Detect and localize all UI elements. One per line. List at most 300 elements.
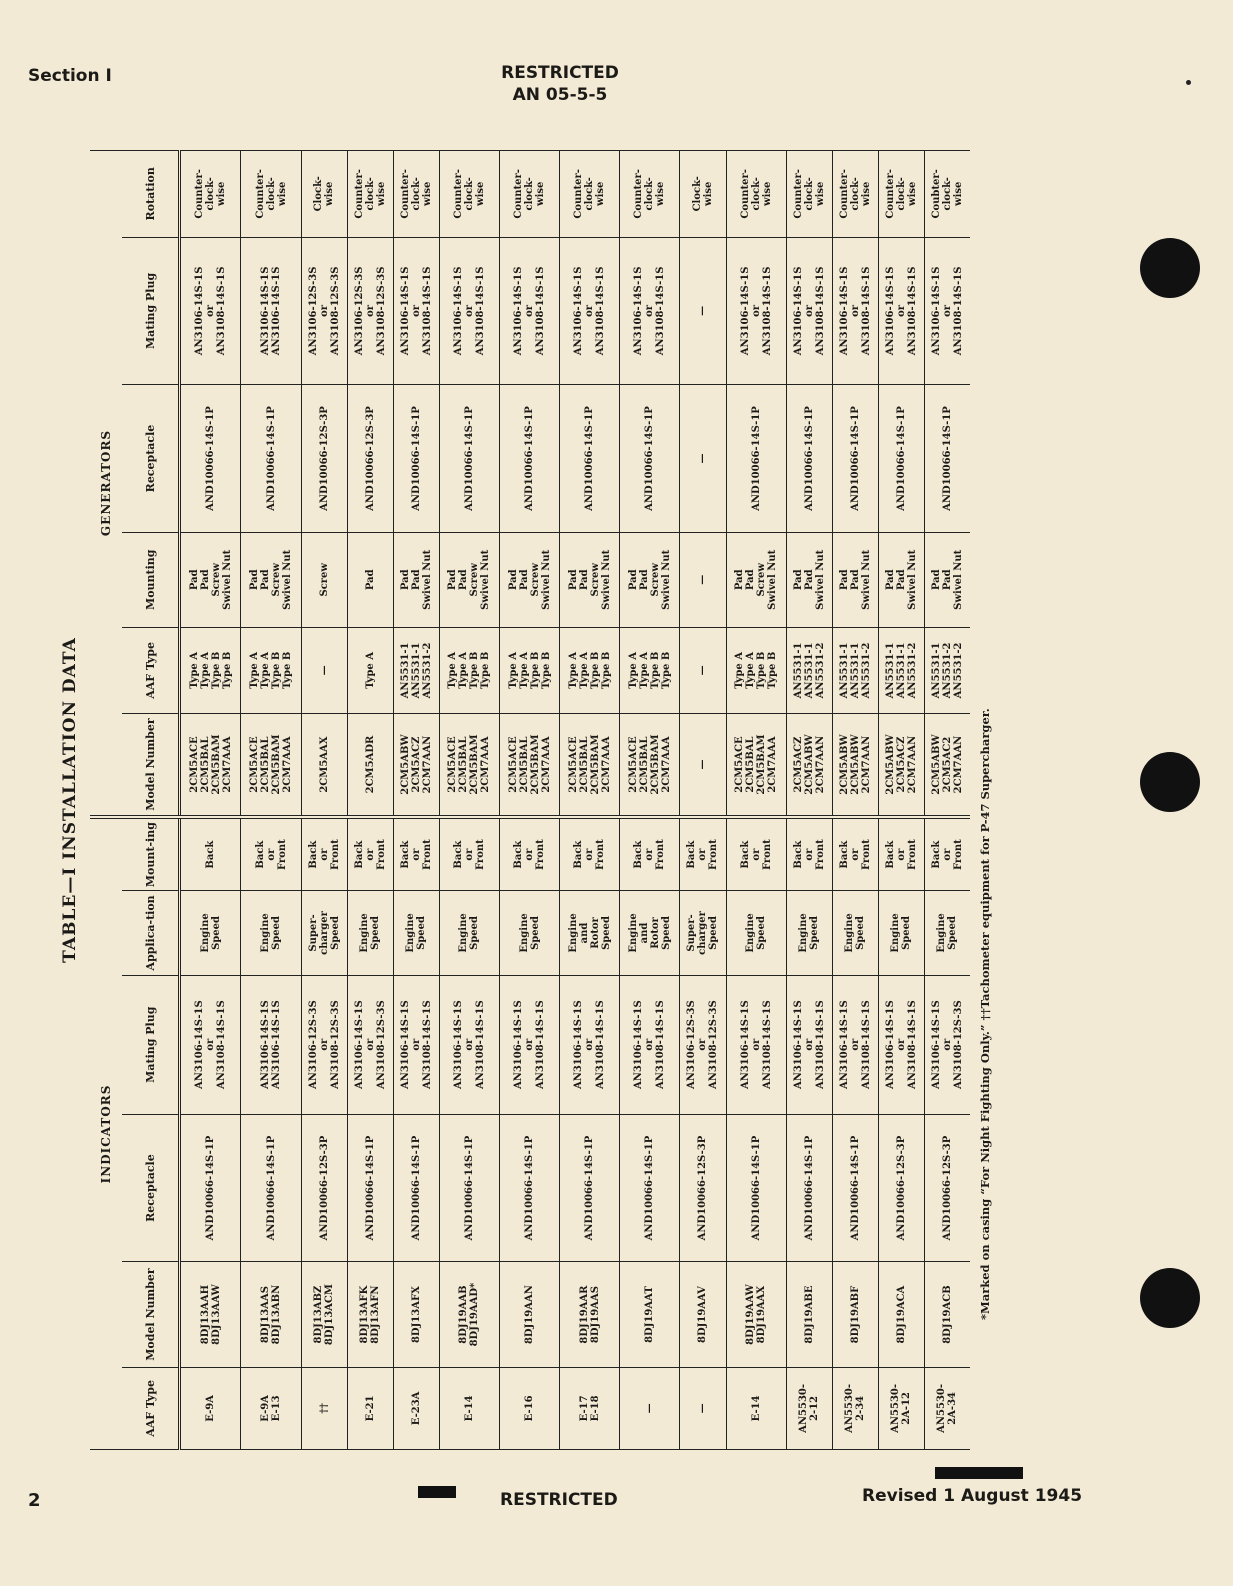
cell-line: AN3106-14S-1S [884, 266, 896, 356]
cell-gen-rotation [180, 151, 241, 238]
cell-line: AN3106-14S-1S [633, 1000, 645, 1090]
cell-line: AN3106-14S-1S [194, 266, 206, 356]
cell-line: or [318, 304, 330, 317]
cell-line: clock- [750, 177, 762, 211]
cell-gen-mounting [832, 532, 878, 627]
cell-ind-receptacle [347, 1114, 393, 1262]
cell-gen-model [180, 714, 241, 817]
cell-line: AN5531-1 [849, 642, 861, 699]
cell-ind-application [620, 891, 680, 975]
cell-line: or [644, 1038, 656, 1051]
cell-line: or [895, 1038, 907, 1051]
page-mark [1186, 80, 1191, 85]
cell-ind-mating-plug [726, 975, 786, 1114]
cell-line: Pad [849, 569, 861, 591]
cell-line: 8DJ13ABN [271, 1284, 283, 1345]
cell-line: Type A [638, 652, 650, 689]
cell-gen-model [241, 714, 301, 817]
cell-ind-model [726, 1262, 786, 1367]
cell-gen-rotation [726, 151, 786, 238]
cell-line: AN3106-14S-1S [792, 266, 804, 356]
installation-data-table [90, 150, 970, 1450]
cell-ind-mating-plug [878, 975, 924, 1114]
cell-line: Pad [578, 569, 590, 591]
cell-line: 2CM5BAM [589, 734, 601, 795]
cell-line: 2CM5ACE [507, 736, 519, 793]
cell-line: Counter- [884, 169, 896, 219]
cell-line: 8DJ19AAT [644, 1286, 656, 1343]
cell-ind-receptacle [924, 1114, 970, 1262]
cell-line: AND10066-14S-1P [265, 406, 277, 511]
cell-line: Type B [282, 651, 294, 690]
table-row [620, 151, 680, 1450]
cell-line: Engine [844, 913, 856, 953]
document-number: AN 05-5-5 [512, 85, 608, 105]
cell-gen-aaf-type [347, 627, 393, 713]
cell-gen-rotation [786, 151, 832, 238]
cell-line: or [750, 1038, 762, 1051]
col-gen-mating-plug: Mating Plug [122, 237, 180, 385]
cell-line: or [410, 304, 422, 317]
cell-line: Engine [798, 913, 810, 953]
cell-line: Type B [540, 651, 552, 690]
cell-ind-application [560, 891, 620, 975]
cell-line: Type B [660, 651, 672, 690]
cell-gen-receptacle [241, 385, 301, 533]
cell-line: 2-12 [809, 1395, 821, 1421]
cell-line: Swivel Nut [814, 549, 826, 610]
cell-gen-mounting [560, 532, 620, 627]
cell-line: wise [595, 181, 607, 207]
cell-line: or [364, 1038, 376, 1051]
cell-line: AN3106-14S-1S [930, 1000, 942, 1090]
cell-gen-receptacle [347, 385, 393, 533]
cell-line: AN5530- [798, 1383, 810, 1433]
cell-line: Pad [260, 569, 272, 591]
cell-line: or [265, 848, 277, 861]
cell-line: 2-34 [855, 1395, 867, 1421]
cell-line: Swivel Nut [540, 549, 552, 610]
cell-gen-mating-plug [301, 237, 347, 385]
cell-gen-model [726, 714, 786, 817]
cell-ind-mating-plug [347, 975, 393, 1114]
cell-line: or [463, 304, 475, 317]
cell-line: AN5531-1 [838, 642, 850, 699]
cell-line: Counter- [513, 169, 525, 219]
cell-line: Type A [364, 652, 376, 689]
cell-line: 2CM7AAA [282, 736, 294, 793]
cell-line: Screw [589, 562, 601, 597]
cell-line: 2CM7AAN [952, 735, 964, 794]
cell-line: AN3108-14S-1S [595, 1000, 607, 1090]
cell-gen-mating-plug [680, 237, 726, 385]
cell-line: Screw [649, 562, 661, 597]
cell-ind-receptacle [180, 1114, 241, 1262]
cell-line: Front [708, 839, 720, 870]
cell-line: or [364, 848, 376, 861]
cell-gen-mounting [726, 532, 786, 627]
col-ind-mounting: Mount-ing [122, 817, 180, 891]
cell-gen-mounting [620, 532, 680, 627]
cell-gen-rotation [560, 151, 620, 238]
cell-ind-model [393, 1262, 439, 1367]
cell-line: 2CM5BAL [518, 736, 530, 793]
cell-line: Counter- [452, 169, 464, 219]
cell-line: Type B [767, 651, 779, 690]
cell-line: Front [276, 839, 288, 870]
cell-line: AN3108-14S-1S [814, 1000, 826, 1090]
cell-line: AN5531-1 [895, 642, 907, 699]
cell-line: Back [884, 840, 896, 869]
cell-line: 8DJ13ABZ [313, 1285, 325, 1344]
cell-line: AND10066-14S-1P [584, 406, 596, 511]
cell-line: 2CM5AC2 [941, 736, 953, 793]
cell-gen-aaf-type [878, 627, 924, 713]
redaction-mark [418, 1486, 456, 1498]
cell-line: Type B [649, 651, 661, 690]
cell-line: Pad [803, 569, 815, 591]
cell-line: AN3108-14S-1S [535, 266, 547, 356]
cell-line: or [318, 1038, 330, 1051]
cell-line: Swivel Nut [282, 549, 294, 610]
cell-ind-aaf-type [439, 1367, 499, 1449]
cell-line: E-16 [524, 1395, 536, 1422]
cell-ind-mounting [301, 817, 347, 891]
cell-ind-mounting [620, 817, 680, 891]
cell-line: Speed [855, 915, 867, 950]
cell-line: 2CM7AAA [540, 736, 552, 793]
cell-line: AN3106-12S-3S [307, 266, 319, 356]
cell-ind-mounting [180, 817, 241, 891]
cell-line: Back [739, 840, 751, 869]
cell-ind-aaf-type [180, 1367, 241, 1449]
cell-line: AND10066-14S-1P [644, 406, 656, 511]
cell-line: 8DJ19AAR [578, 1285, 590, 1344]
cell-line: AND10066-14S-1P [364, 1135, 376, 1241]
cell-line: 2CM5ACE [249, 736, 261, 793]
cell-gen-model [347, 714, 393, 817]
cell-line: AN5530- [890, 1383, 902, 1433]
cell-ind-model [347, 1262, 393, 1367]
cell-gen-mating-plug [241, 237, 301, 385]
cell-ind-application [726, 891, 786, 975]
cell-gen-aaf-type [499, 627, 559, 713]
cell-line: Engine [405, 913, 417, 953]
cell-ind-application [393, 891, 439, 975]
cell-line: or [849, 848, 861, 861]
cell-line: Front [595, 839, 607, 870]
cell-line: AN3108-12S-3S [952, 1000, 964, 1090]
cell-gen-rotation [680, 151, 726, 238]
cell-line: AN3106-14S-1S [573, 266, 585, 356]
cell-line: AN3108-14S-1S [474, 266, 486, 356]
cell-line: or [584, 304, 596, 317]
cell-ind-receptacle [439, 1114, 499, 1262]
cell-line: AN5531-1 [930, 642, 942, 699]
cell-line: wise [474, 181, 486, 207]
cell-line: AN5531-2 [860, 642, 872, 699]
cell-ind-mating-plug [499, 975, 559, 1114]
cell-ind-mating-plug [180, 975, 241, 1114]
cell-ind-aaf-type [786, 1367, 832, 1449]
cell-line: AND10066-12S-3P [364, 406, 376, 511]
cell-line: Counter- [254, 169, 266, 219]
cell-gen-receptacle [786, 385, 832, 533]
cell-line: wise [216, 181, 228, 207]
cell-line: Speed [529, 915, 541, 950]
cell-ind-model [180, 1262, 241, 1367]
cell-gen-rotation [439, 151, 499, 238]
cell-line: Front [421, 839, 433, 870]
cell-line: AN3106-14S-1S [633, 266, 645, 356]
table-body [180, 151, 971, 1450]
cell-ind-mounting [680, 817, 726, 891]
cell-gen-aaf-type [439, 627, 499, 713]
cell-ind-mating-plug [241, 975, 301, 1114]
cell-line: Speed [469, 915, 481, 950]
cell-ind-aaf-type [620, 1367, 680, 1449]
cell-line: or [803, 848, 815, 861]
cell-line: AN5531-2 [941, 642, 953, 699]
cell-gen-model [878, 714, 924, 817]
cell-line: AND10066-14S-1P [265, 1135, 277, 1241]
cell-line: Speed [660, 915, 672, 950]
cell-line: or [895, 848, 907, 861]
cell-line: or [524, 304, 536, 317]
cell-line: Engine [567, 913, 579, 953]
cell-line: AN3108-14S-1S [860, 266, 872, 356]
cell-ind-mounting [560, 817, 620, 891]
cell-ind-mating-plug [439, 975, 499, 1114]
cell-line: 8DJ19AAX [756, 1285, 768, 1344]
cell-line: AND10066-14S-1P [463, 406, 475, 511]
cell-ind-application [924, 891, 970, 975]
cell-gen-mounting [878, 532, 924, 627]
cell-line: Pad [838, 569, 850, 591]
cell-ind-model [241, 1262, 301, 1367]
cell-line: 8DJ13AAH [199, 1284, 211, 1345]
cell-ind-aaf-type [241, 1367, 301, 1449]
cell-line: AN3108-14S-1S [595, 266, 607, 356]
cell-line: 8DJ13AFN [370, 1285, 382, 1344]
cell-line: 2CM5ACZ [792, 736, 804, 793]
cell-ind-application [347, 891, 393, 975]
cell-line: Pad [745, 569, 757, 591]
cell-line: — [697, 759, 709, 770]
cell-ind-receptacle [786, 1114, 832, 1262]
cell-ind-mounting [924, 817, 970, 891]
cell-line: 2CM5BAL [199, 736, 211, 793]
cell-line: Counter- [353, 169, 365, 219]
cell-line: Pad [364, 569, 376, 591]
cell-ind-application [301, 891, 347, 975]
cell-gen-model [786, 714, 832, 817]
cell-line: AN3108-14S-1S [655, 266, 667, 356]
cell-line: 2CM5ACE [188, 736, 200, 793]
cell-line: Counter- [573, 169, 585, 219]
cell-line: Pad [410, 569, 422, 591]
cell-line: wise [535, 181, 547, 207]
tab-mark [935, 1467, 1023, 1479]
cell-gen-mating-plug [180, 237, 241, 385]
cell-line: Pad [638, 569, 650, 591]
cell-line: Pad [458, 569, 470, 591]
col-gen-model: Model Number [122, 714, 180, 817]
cell-line: Back [633, 840, 645, 869]
cell-ind-receptacle [832, 1114, 878, 1262]
cell-ind-mating-plug [620, 975, 680, 1114]
binder-hole-bottom [1140, 1268, 1200, 1328]
table-row [499, 151, 559, 1450]
cell-gen-mating-plug [393, 237, 439, 385]
cell-line: AN5530- [936, 1383, 948, 1433]
cell-line: AN5531-1 [884, 642, 896, 699]
cell-gen-mounting [924, 532, 970, 627]
cell-ind-model [786, 1262, 832, 1367]
cell-line: 2CM5BAM [210, 734, 222, 795]
cell-line: Swivel Nut [600, 549, 612, 610]
cell-line: Type B [221, 651, 233, 690]
cell-ind-receptacle [726, 1114, 786, 1262]
cell-line: 8DJ13ACM [324, 1284, 336, 1346]
cell-line: clock- [265, 177, 277, 211]
cell-line: Clock- [313, 176, 325, 212]
cell-line: Front [655, 839, 667, 870]
cell-line: †† [318, 1403, 330, 1414]
cell-line: AN3106-14S-1S [884, 1000, 896, 1090]
cell-line: Front [761, 839, 773, 870]
cell-ind-mounting [878, 817, 924, 891]
cell-line: AN3108-14S-1S [655, 1000, 667, 1090]
cell-gen-aaf-type [393, 627, 439, 713]
cell-ind-model [301, 1262, 347, 1367]
cell-line: AND10066-14S-1P [644, 1135, 656, 1241]
cell-gen-aaf-type [832, 627, 878, 713]
cell-ind-mounting [726, 817, 786, 891]
cell-line: 2A-34 [947, 1392, 959, 1425]
table-row [301, 151, 347, 1450]
cell-line: AN3106-14S-1S [271, 1000, 283, 1090]
cell-line: or [584, 1038, 596, 1051]
cell-line: Engine [359, 913, 371, 953]
cell-line: wise [375, 181, 387, 207]
cell-ind-application [680, 891, 726, 975]
cell-ind-aaf-type [832, 1367, 878, 1449]
cell-line: AN3106-14S-1S [260, 1000, 272, 1090]
cell-gen-mating-plug [878, 237, 924, 385]
cell-ind-mounting [439, 817, 499, 891]
cell-line: — [697, 574, 709, 585]
cell-gen-model [301, 714, 347, 817]
cell-ind-application [499, 891, 559, 975]
cell-gen-receptacle [620, 385, 680, 533]
cell-ind-mating-plug [560, 975, 620, 1114]
cell-line: Type A [260, 652, 272, 689]
cell-line: 2CM5BAM [271, 734, 283, 795]
cell-line: 2CM5BAL [638, 736, 650, 793]
cell-line: Pad [627, 569, 639, 591]
cell-line: 2CM5ABW [884, 734, 896, 795]
col-gen-rotation: Rotation [122, 151, 180, 238]
cell-gen-rotation [924, 151, 970, 238]
cell-ind-aaf-type [393, 1367, 439, 1449]
cell-line: Pad [734, 569, 746, 591]
cell-line: clock- [849, 177, 861, 211]
cell-line: Engine [936, 913, 948, 953]
cell-line: Type A [567, 652, 579, 689]
cell-line: AN3106-14S-1S [399, 1000, 411, 1090]
col-ind-receptacle: Receptacle [122, 1114, 180, 1262]
cell-line: — [318, 665, 330, 676]
cell-ind-aaf-type [726, 1367, 786, 1449]
cell-line: Pad [447, 569, 459, 591]
cell-line: AN3106-14S-1S [573, 1000, 585, 1090]
table-row [680, 151, 726, 1450]
cell-line: AN3106-14S-1S [838, 1000, 850, 1090]
cell-gen-mounting [499, 532, 559, 627]
cell-line: 2CM7AAN [906, 735, 918, 794]
cell-ind-mating-plug [301, 975, 347, 1114]
cell-line: and [638, 922, 650, 944]
cell-line: 2CM7AAA [221, 736, 233, 793]
cell-gen-mounting [393, 532, 439, 627]
cell-ind-aaf-type [878, 1367, 924, 1449]
cell-line: 2CM7AAN [860, 735, 872, 794]
cell-ind-aaf-type [347, 1367, 393, 1449]
cell-line: AND10066-14S-1P [803, 1135, 815, 1241]
cell-gen-mating-plug [347, 237, 393, 385]
cell-line: AN5531-2 [814, 642, 826, 699]
cell-line: AN5531-2 [906, 642, 918, 699]
cell-line: Counter- [792, 169, 804, 219]
table-wrapper [90, 150, 970, 1450]
cell-line: Front [860, 839, 872, 870]
rotated-table-block [50, 150, 1010, 1450]
cell-line: — [644, 1403, 656, 1414]
cell-line: Pad [792, 569, 804, 591]
binder-hole-middle [1140, 752, 1200, 812]
cell-line: clock- [364, 177, 376, 211]
cell-line: 2CM7AAN [421, 735, 433, 794]
classification-footer: RESTRICTED [500, 1490, 618, 1510]
cell-ind-application [786, 891, 832, 975]
cell-line: Screw [469, 562, 481, 597]
cell-line: AN3106-14S-1S [930, 266, 942, 356]
cell-line: or [524, 1038, 536, 1051]
cell-line: Swivel Nut [480, 549, 492, 610]
cell-ind-mating-plug [924, 975, 970, 1114]
cell-line: or [205, 1038, 217, 1051]
cell-line: Type A [734, 652, 746, 689]
cell-line: 2CM5ABW [399, 734, 411, 795]
cell-line: AN3108-14S-1S [474, 1000, 486, 1090]
cell-line: Type B [600, 651, 612, 690]
cell-line: AND10066-14S-1P [750, 406, 762, 511]
cell-gen-rotation [620, 151, 680, 238]
cell-ind-mating-plug [832, 975, 878, 1114]
cell-line: 2CM5ADR [364, 735, 376, 794]
cell-line: 2CM5ABW [838, 734, 850, 795]
cell-line: AND10066-14S-1P [410, 1135, 422, 1241]
cell-line: 8DJ13AAW [210, 1284, 222, 1345]
cell-line: AN3106-14S-1S [260, 266, 272, 356]
document-header [480, 62, 640, 106]
cell-line: Pad [518, 569, 530, 591]
section-label: Section I [28, 66, 112, 86]
col-ind-application: Applica-tion [122, 891, 180, 975]
cell-line: AN5531-1 [399, 642, 411, 699]
cell-line: Speed [271, 915, 283, 950]
